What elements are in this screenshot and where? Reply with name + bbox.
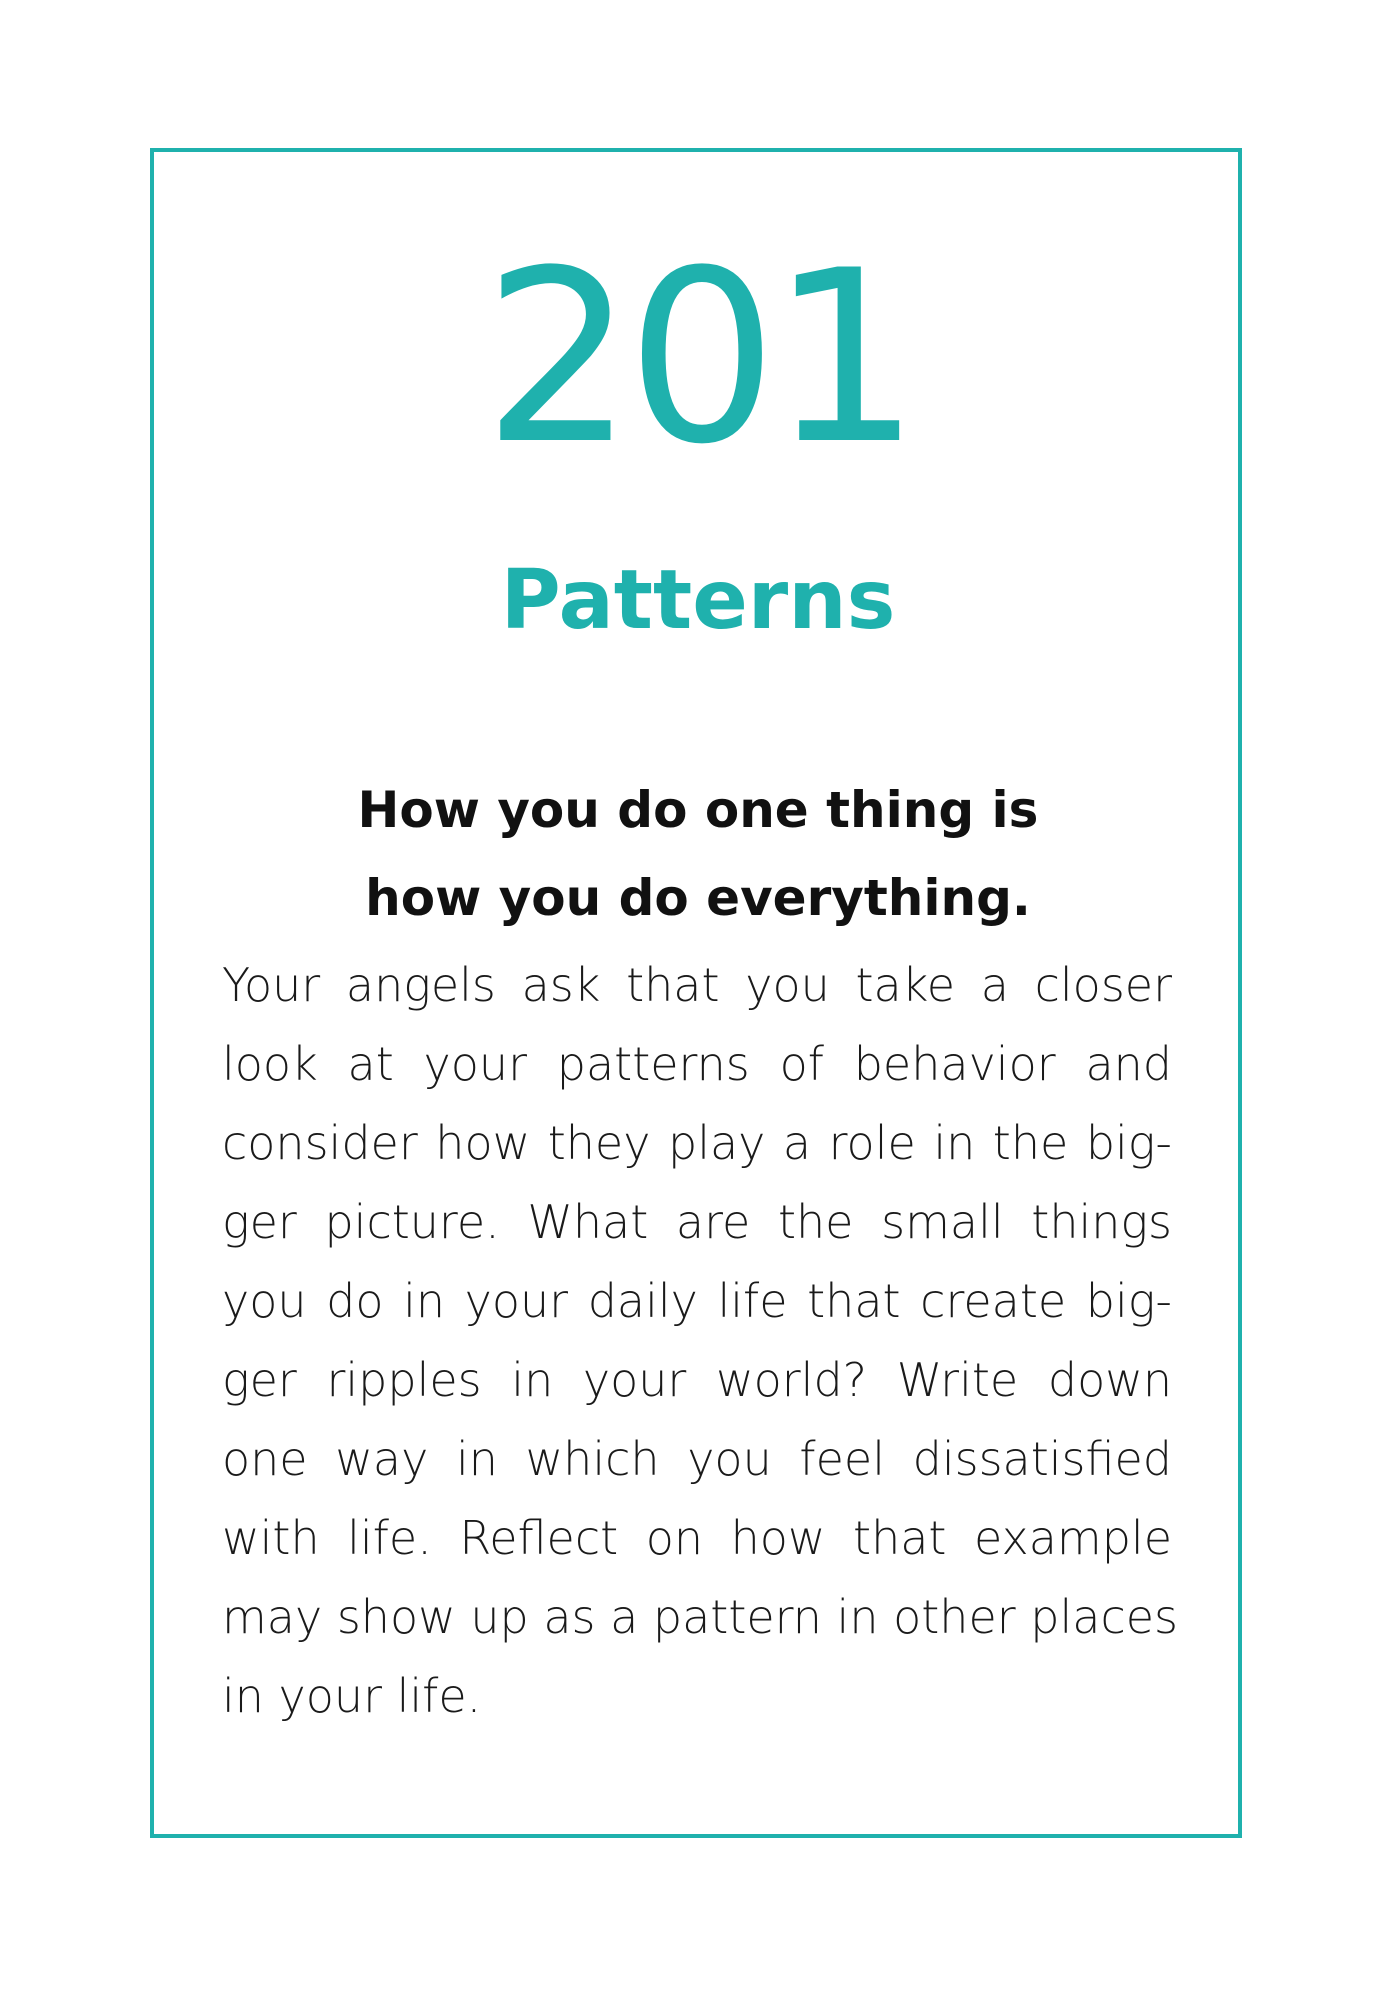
card-number: 201 (482, 220, 914, 497)
body-line: with life. Reflect on how that example (222, 1511, 1172, 1565)
card-subtitle (220, 766, 1176, 942)
subtitle-line: how you do everything. (365, 869, 1031, 927)
body-line: one way in which you feel dissatisfied (222, 1432, 1172, 1486)
body-line: may show up as a pattern in other places (222, 1590, 1179, 1644)
card-title: Patterns (500, 553, 896, 648)
body-line: ger picture. What are the small things (222, 1195, 1172, 1249)
body-line: look at your patterns of behavior and (222, 1037, 1172, 1091)
card-body-text (222, 946, 1179, 1736)
body-line: ger ripples in your world? Write down (222, 1353, 1172, 1407)
subtitle-line: How you do one thing is (357, 781, 1039, 839)
body-line: in your life. (222, 1669, 482, 1723)
body-line: consider how they play a role in the big- (222, 1116, 1172, 1170)
body-line: you do in your daily life that create big- (222, 1274, 1172, 1328)
body-line: Your angels ask that you take a closer (222, 958, 1172, 1012)
